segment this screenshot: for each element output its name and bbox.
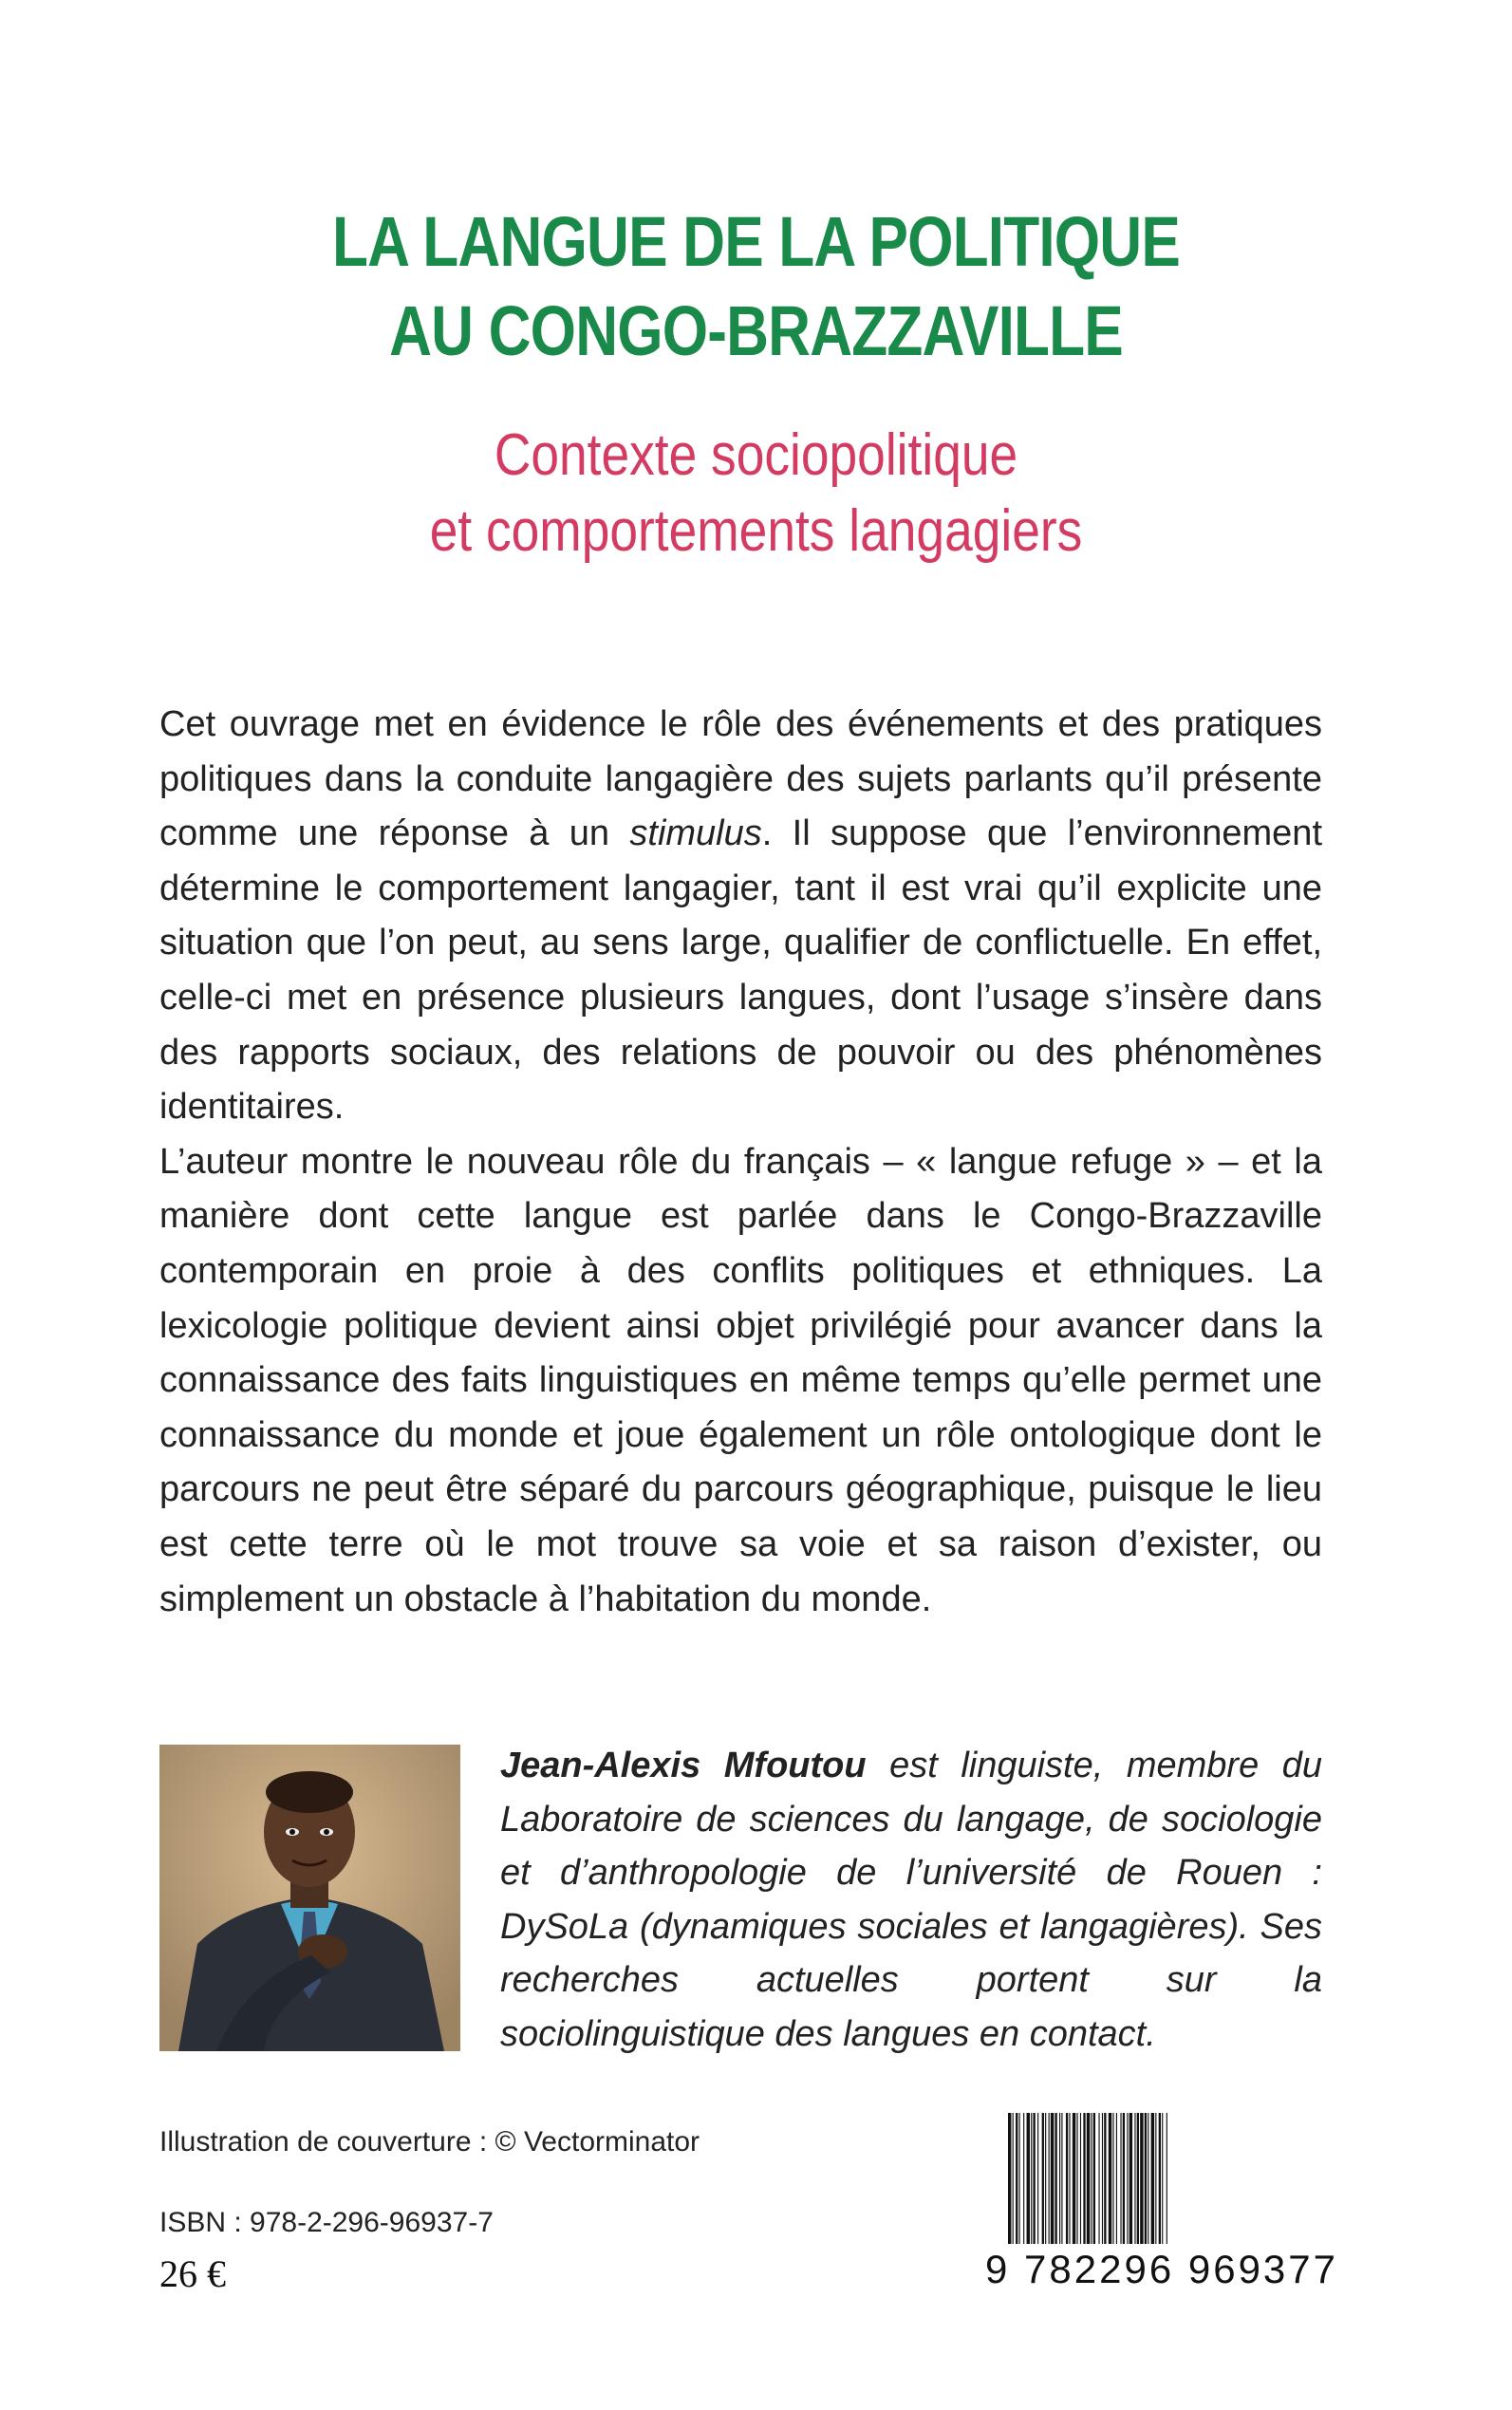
back-cover-blurb [159, 698, 1322, 1627]
barcode-bar [1120, 2113, 1121, 2244]
author-bio-text: est linguiste, membre du Laboratoire de sciences du langage, de sociologie et d’anthropologie de l’université de Rouen : DySoLa (dynamiques sociales et langagières). Ses recherches actuelles portent sur la sociolinguistique des langues en contact. [500, 1746, 1322, 2054]
barcode-bar [1045, 2113, 1046, 2244]
author-bio [500, 1739, 1322, 2061]
blurb-p1-part2: . Il suppose que l’environnement détermine le comportement langagier, tant il est vrai qu’il explicite une situation que l’on peut, au sens large, qualifier de conflictuelle. En effet, celle-ci met en présence plusieurs langues, dont l’usage s’insère dans des rapports sociaux, des relations de pouvoir ou des phénomènes identitaires. [159, 813, 1322, 1128]
barcode-bar [1140, 2113, 1143, 2244]
barcode-bar [1098, 2113, 1099, 2244]
barcode-bar [1123, 2113, 1125, 2244]
barcode-bar [1055, 2113, 1056, 2244]
book-subtitle [106, 418, 1407, 570]
barcode-bar [1127, 2113, 1128, 2244]
barcode-bar [1102, 2113, 1103, 2244]
barcode-bar [1137, 2113, 1139, 2244]
barcode-bar [1061, 2113, 1062, 2244]
isbn: ISBN : 978-2-296-96937-7 [159, 2207, 494, 2238]
blurb-p1-part1: Cet ouvrage met en évidence le rôle des événements et des pratiques politiques dans la conduite langagière des sujets parlants qu’il présente comme une réponse à un [159, 704, 1322, 854]
barcode-bar [1109, 2113, 1111, 2244]
barcode-bar [1042, 2113, 1044, 2244]
barcode-bar [1116, 2113, 1117, 2244]
barcode-bar [1134, 2113, 1135, 2244]
barcode-bar [1037, 2113, 1038, 2244]
barcode-digits: 9 782296 969377 [985, 2247, 1338, 2291]
price: 26 € [159, 2252, 226, 2295]
barcode-bar [1019, 2113, 1020, 2244]
barcode-bar [1016, 2113, 1017, 2244]
book-subtitle-line-1: Contexte sociopolitique [494, 422, 1018, 488]
barcode-bar [1049, 2113, 1050, 2244]
barcode-bar [1008, 2113, 1011, 2244]
cover-illustration-credit: Illustration de couverture : © Vectorminator [159, 2126, 700, 2158]
barcode-bar [1145, 2113, 1147, 2244]
author-portrait-image [159, 1745, 460, 2051]
blurb-paragraph-1 [159, 698, 1322, 1135]
barcode-bar [1051, 2113, 1054, 2244]
author-name: Jean-Alexis Mfoutou [500, 1746, 867, 1785]
barcode-bar [1155, 2113, 1156, 2244]
barcode-bar [1023, 2113, 1024, 2244]
barcode-bar [1104, 2113, 1106, 2244]
barcode-bar [1027, 2113, 1030, 2244]
barcode-bar [1129, 2113, 1132, 2244]
book-title [121, 197, 1391, 376]
barcode-bar [1151, 2113, 1154, 2244]
blurb-paragraph-2: L’auteur montre le nouveau rôle du français – « langue refuge » – et la manière dont cette langue est parlée dans le Congo-Brazzaville contemporain en proie à des conflits politiques et ethniques. La lexicologie politique devient ainsi objet privilégié pour avancer dans la connaissance des faits linguistiques en même temps qu’elle permet une connaissance du monde et joue également un rôle ontologique dont le parcours ne peut être séparé du parcours géographique, puisque le lieu est cette terre où le mot trouve sa voie et sa raison d’exister, ou simplement un obstacle à l’habitation du monde. [159, 1141, 1322, 1619]
author-photo [159, 1745, 460, 2051]
barcode-bar [1162, 2113, 1163, 2244]
barcode-bar [1091, 2113, 1092, 2244]
barcode-bar [1066, 2113, 1068, 2244]
barcode-bar [1080, 2113, 1081, 2244]
book-subtitle-line-2: et comportements langagiers [429, 498, 1083, 564]
barcode-bar [1013, 2113, 1014, 2244]
barcode-bar [1059, 2113, 1060, 2244]
barcode-bar [1112, 2113, 1113, 2244]
book-title-line-1: LA LANGUE DE LA POLITIQUE [332, 202, 1180, 281]
barcode-bar [1093, 2113, 1095, 2244]
blurb-p1-emphasis: stimulus [629, 813, 762, 854]
barcode-bar [1083, 2113, 1085, 2244]
barcode-bar [1076, 2113, 1077, 2244]
book-title-line-2: AU CONGO-BRAZZAVILLE [389, 291, 1123, 370]
barcode-bar [1159, 2113, 1161, 2244]
barcode-bar [1087, 2113, 1090, 2244]
barcode-bar [1073, 2113, 1075, 2244]
barcode-bar [1033, 2113, 1035, 2244]
barcode-bar [1069, 2113, 1070, 2244]
barcode-bar [1031, 2113, 1032, 2244]
